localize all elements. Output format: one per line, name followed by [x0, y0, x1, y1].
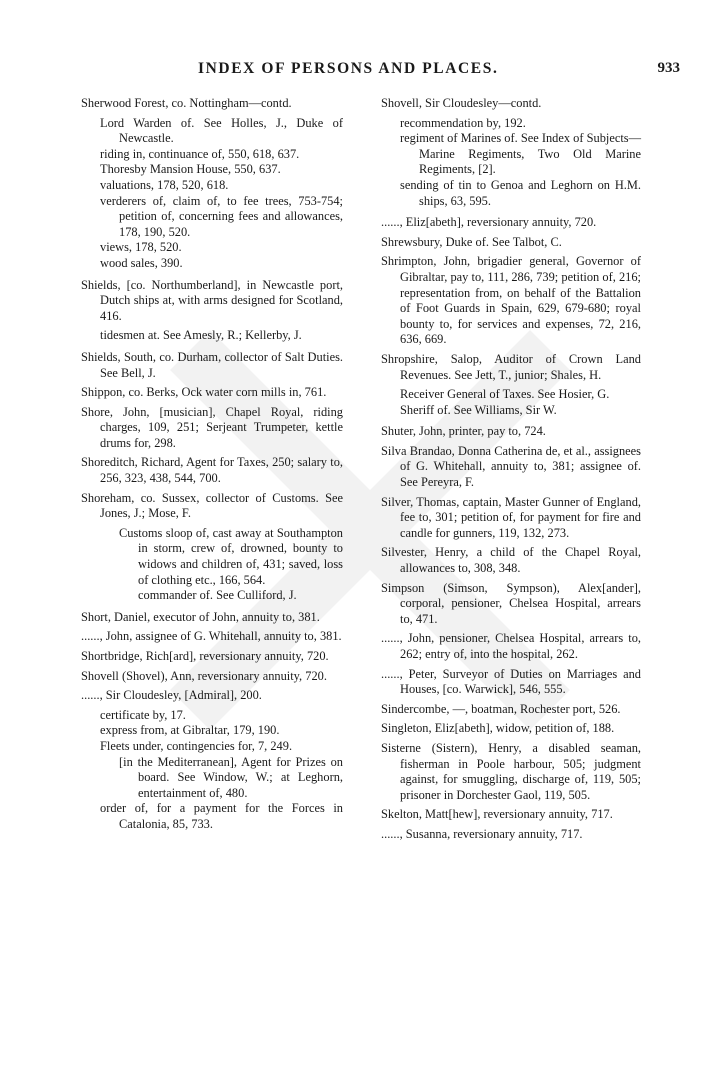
index-entry: Shore, John, [musician], Chapel Royal, riding charges, 109, 251; Serjeant Trumpeter, kettle drums for, 298. — [81, 404, 343, 450]
index-subentry: tidesmen at. See Amesly, R.; Kellerby, J. — [100, 328, 302, 343]
index-entry: Silvester, Henry, a child of the Chapel Royal, allowances to, 308, 348. — [381, 545, 641, 576]
index-entry: Shoreditch, Richard, Agent for Taxes, 250; salary to, 256, 323, 438, 544, 700. — [81, 455, 343, 486]
page-number: 933 — [657, 60, 680, 76]
index-entry: Shovell, Sir Cloudesley—contd. — [381, 96, 542, 110]
index-entry: Shrewsbury, Duke of. See Talbot, C. — [381, 234, 562, 249]
index-entry: Silva Brandao, Donna Catherina de, et al., assignees of G. Whitehall, annuity to, 381; assignee of. See Pereyra, F. — [381, 443, 641, 490]
index-subentry: Customs sloop of, cast away at Southampton in storm, crew of, drowned, bounty to widows and children of, 431; saved, loss of clothing etc., 166, 564. — [119, 525, 343, 587]
index-entry: Silver, Thomas, captain, Master Gunner of England, fee to, 301; petition of, for payment for fire and candle for gunners, 119, 132, 273. — [381, 494, 641, 540]
index-subentry: Fleets under, contingencies for, 7, 249. — [100, 738, 293, 753]
index-subentry: wood sales, 390. — [100, 255, 183, 270]
index-entry: Shields, South, co. Durham, collector of Salt Duties. See Bell, J. — [81, 349, 343, 380]
index-entry: ......, John, assignee of G. Whitehall, annuity to, 381. — [81, 629, 342, 644]
index-entry: Shortbridge, Rich[ard], reversionary annuity, 720. — [81, 649, 329, 663]
index-entry: Shippon, co. Berks, Ock water corn mills in, 761. — [81, 385, 327, 400]
index-subentry: commander of. See Culliford, J. — [138, 588, 297, 603]
index-entry: ......, Eliz[abeth], reversionary annuity, 720. — [381, 215, 597, 230]
index-entry: Skelton, Matt[hew], reversionary annuity, 717. — [381, 807, 613, 822]
index-entry: Shuter, John, printer, pay to, 724. — [381, 424, 546, 439]
index-subentry: recommendation by, 192. — [400, 115, 526, 130]
index-subentry: Receiver General of Taxes. See Hosier, G. — [400, 387, 610, 402]
index-entry: Singleton, Eliz[abeth], widow, petition of, 188. — [381, 721, 615, 736]
index-subentry: order of, for a payment for the Forces in Catalonia, 85, 733. — [100, 801, 343, 831]
index-entry: ......, John, pensioner, Chelsea Hospital, arrears to, 262; entry of, into the hospital, 262. — [381, 631, 641, 661]
index-entry: Shrimpton, John, brigadier general, Governor of Gibraltar, pay to, 111, 286, 739; petition of, 216; representation from, on behalf of the Battalion of Foot Guards in Spain, 629, 679-680; royal bounty to, for services and expenses, 72, 216, 636, 669. — [381, 254, 641, 347]
index-entry: Shields, [co. Northumberland], in Newcastle port, Dutch ships at, with arms designed for Scotland, 416. — [81, 277, 343, 323]
index-subentry: views, 178, 520. — [100, 240, 182, 255]
index-entry: Simpson (Simson, Sympson), Alex[ander], corporal, pensioner, Chelsea Hospital, arrears to, 471. — [381, 580, 641, 626]
index-subentry: regiment of Marines of. See Index of Subjects—Marine Regiments, Two Old Marine Regiments, [2]. — [400, 131, 641, 177]
index-entry: Shropshire, Salop, Auditor of Crown Land Revenues. See Jett, T., junior; Shales, H. — [381, 351, 641, 382]
index-entry: Sisterne (Sistern), Henry, a disabled seaman, fisherman in Poole harbour, 505; judgment against, for smuggling, discharge of, 119, 505; prisoner in Dorchester Gaol, 119, 505. — [381, 740, 641, 802]
index-entry: ......, Sir Cloudesley, [Admiral], 200. — [81, 688, 262, 703]
index-subentry: valuations, 178, 520, 618. — [100, 177, 229, 192]
page-title: INDEX OF PERSONS AND PLACES. — [198, 60, 499, 77]
index-subentry: verderers of, claim of, to fee trees, 753-754; petition of, concerning fees and allowances, 178, 190, 520. — [100, 193, 343, 239]
index-entry: Shoreham, co. Sussex, collector of Customs. See Jones, J.; Mose, F. — [81, 490, 343, 521]
index-subentry: riding in, continuance of, 550, 618, 637. — [100, 146, 300, 161]
index-subentry: Thoresby Mansion House, 550, 637. — [100, 162, 281, 177]
index-subentry: certificate by, 17. — [100, 707, 186, 722]
index-entry: ......, Susanna, reversionary annuity, 717. — [381, 826, 583, 841]
index-entry: Shovell (Shovel), Ann, reversionary annuity, 720. — [81, 668, 327, 683]
index-column-right — [381, 96, 641, 847]
index-entry: ......, Peter, Surveyor of Duties on Marriages and Houses, [co. Warwick], 546, 555. — [381, 666, 641, 697]
index-entry: Sindercombe, —, boatman, Rochester port, 526. — [381, 701, 621, 716]
index-subentry: express from, at Gibraltar, 179, 190. — [100, 723, 280, 738]
index-entry: Short, Daniel, executor of John, annuity to, 381. — [81, 609, 320, 624]
index-entry: Sherwood Forest, co. Nottingham—contd. — [81, 96, 292, 110]
page-header — [80, 60, 680, 84]
index-subentry: [in the Mediterranean], Agent for Prizes on board. See Window, W.; at Leghorn, entertainment of, 480. — [119, 754, 343, 800]
index-column-left — [81, 96, 343, 833]
index-subentry: Lord Warden of. See Holles, J., Duke of Newcastle. — [100, 115, 343, 146]
index-subentry: sending of tin to Genoa and Leghorn on H.M. ships, 63, 595. — [400, 177, 641, 208]
index-subentry: Sheriff of. See Williams, Sir W. — [400, 402, 557, 417]
